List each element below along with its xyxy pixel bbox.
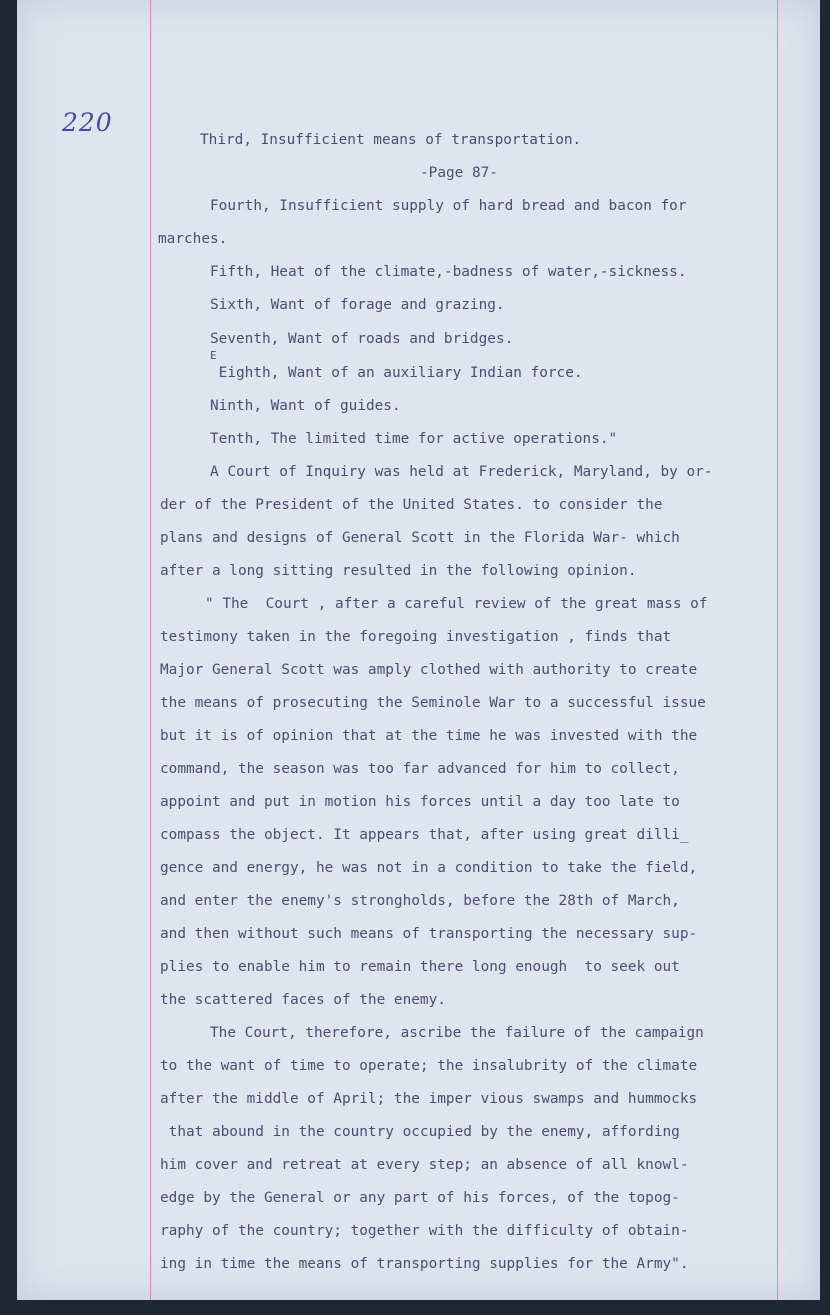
- text-line: Major General Scott was amply clothed with authority to create: [160, 662, 698, 678]
- text-line: and enter the enemy's strongholds, before the 28th of March,: [160, 893, 680, 909]
- text-line: appoint and put in motion his forces until a day too late to: [160, 794, 680, 810]
- text-line: but it is of opinion that at the time he was invested with the: [160, 728, 698, 744]
- text-line: Sixth, Want of forage and grazing.: [210, 297, 505, 313]
- text-line: ing in time the means of transporting supplies for the Army".: [160, 1256, 689, 1272]
- text-line: that abound in the country occupied by the enemy, affording: [160, 1124, 680, 1140]
- text-line: testimony taken in the foregoing investigation , finds that: [160, 629, 672, 645]
- inserted-letter: E: [210, 349, 217, 362]
- text-line: and then without such means of transporting the necessary sup-: [160, 926, 698, 942]
- text-line: plies to enable him to remain there long enough to seek out: [160, 959, 680, 975]
- left-margin-rule: [150, 0, 151, 1300]
- text-line: plans and designs of General Scott in the Florida War- which: [160, 530, 680, 546]
- text-line: The Court, therefore, ascribe the failure of the campaign: [210, 1025, 704, 1041]
- handwritten-page-number: 220: [62, 108, 113, 137]
- text-line: Tenth, The limited time for active operations.": [210, 431, 618, 447]
- text-line: after a long sitting resulted in the following opinion.: [160, 563, 637, 579]
- text-line: marches.: [158, 231, 228, 247]
- text-line: Fourth, Insufficient supply of hard bread and bacon for: [210, 198, 687, 214]
- text-line: him cover and retreat at every step; an absence of all knowl-: [160, 1157, 689, 1173]
- text-line: raphy of the country; together with the difficulty of obtain-: [160, 1223, 689, 1239]
- text-line: edge by the General or any part of his forces, of the topog-: [160, 1190, 680, 1206]
- text-line: to the want of time to operate; the insalubrity of the climate: [160, 1058, 698, 1074]
- text-line: the means of prosecuting the Seminole War to a successful issue: [160, 695, 706, 711]
- text-line: A Court of Inquiry was held at Frederick, Maryland, by or-: [210, 464, 713, 480]
- right-margin-rule: [777, 0, 778, 1300]
- text-line: Third, Insufficient means of transportation.: [200, 132, 582, 148]
- text-line: Seventh, Want of roads and bridges.: [210, 331, 514, 347]
- text-line: the scattered faces of the enemy.: [160, 992, 446, 1008]
- text-line: gence and energy, he was not in a condition to take the field,: [160, 860, 698, 876]
- text-line: compass the object. It appears that, after using great dilli_: [160, 827, 689, 843]
- page-marker: -Page 87-: [420, 165, 498, 181]
- text-line: Eighth, Want of an auxiliary Indian force.: [210, 365, 583, 381]
- text-line: Fifth, Heat of the climate,-badness of water,-sickness.: [210, 264, 687, 280]
- text-line: " The Court , after a careful review of the great mass of: [205, 596, 708, 612]
- text-line: Ninth, Want of guides.: [210, 398, 401, 414]
- text-line: der of the President of the United States. to consider the: [160, 497, 663, 513]
- text-line: command, the season was too far advanced for him to collect,: [160, 761, 680, 777]
- text-line: after the middle of April; the imper vious swamps and hummocks: [160, 1091, 698, 1107]
